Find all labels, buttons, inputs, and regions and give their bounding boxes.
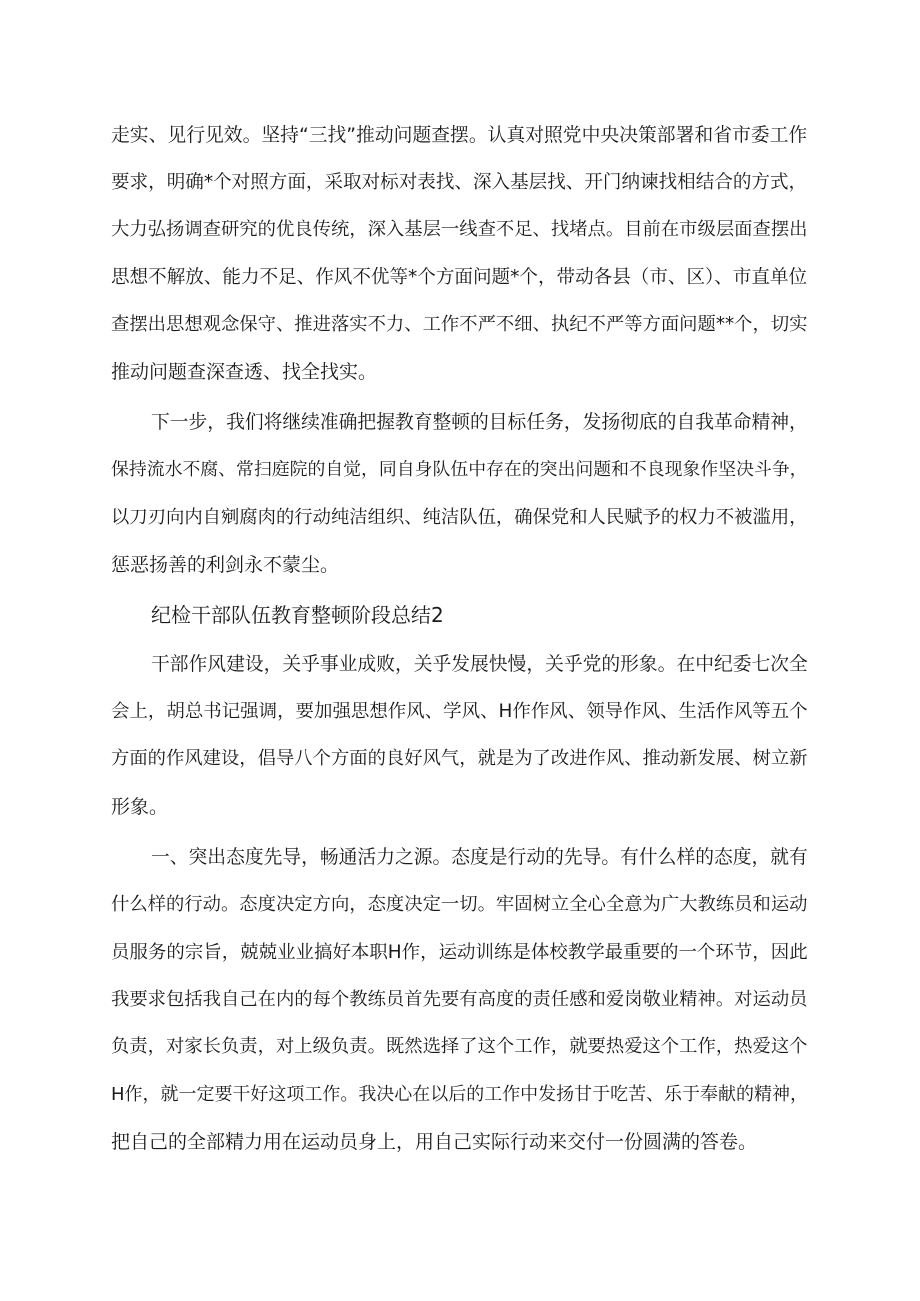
paragraph-line: 什么样的行动。态度决定方向，态度决定一切。牢固树立全心全意为广大教练员和运动 bbox=[111, 894, 808, 915]
paragraph-line: 思想不解放、能力不足、作风不优等*个方面问题*个，带动各县（市、区）、市直单位 bbox=[111, 267, 808, 288]
paragraph-line: 一、突出态度先导，畅通活力之源。态度是行动的先导。有什么样的态度，就有 bbox=[151, 847, 808, 868]
paragraph-line: 方面的作风建设，倡导八个方面的良好风气，就是为了改进作风、推动新发展、树立新 bbox=[111, 748, 808, 769]
paragraph-line: 查摆出思想观念保守、推进落实不力、工作不严不细、执纪不严等方面问题**个，切实 bbox=[111, 314, 808, 335]
paragraph-line: 走实、见行见效。坚持“三找”推动问题查摆。认真对照党中央决策部署和省市委工作 bbox=[111, 125, 808, 146]
paragraph-line: H作，就一定要干好这项工作。我决心在以后的工作中发扬甘于吃苦、乐于奉献的精神， bbox=[111, 1084, 808, 1105]
paragraph-line: 我要求包括我自己在内的每个教练员首先要有高度的责任感和爱岗敬业精神。对运动员 bbox=[111, 989, 808, 1010]
paragraph-line: 员服务的宗旨，兢兢业业搞好本职H作，运动训练是体校教学最重要的一个环节，因此 bbox=[111, 942, 808, 963]
paragraph-line: 把自己的全部精力用在运动员身上，用自己实际行动来交付一份圆满的答卷。 bbox=[111, 1131, 758, 1153]
paragraph-line: 以刀刃向内自剜腐肉的行动纯洁组织、纯洁队伍，确保党和人民赋予的权力不被滥用， bbox=[111, 507, 808, 528]
paragraph-line: 负责，对家长负责，对上级负责。既然选择了这个工作，就要热爱这个工作，热爱这个 bbox=[111, 1036, 808, 1057]
section-heading: 纪检干部队伍教育整顿阶段总结2 bbox=[151, 603, 444, 627]
paragraph-line: 干部作风建设，关乎事业成败，关乎发展快慢，关乎党的形象。在中纪委七次全 bbox=[151, 654, 808, 675]
paragraph-line: 大力弘扬调查研究的优良传统，深入基层一线查不足、找堵点。目前在市级层面查摆出 bbox=[111, 219, 808, 240]
paragraph-line: 惩恶扬善的利剑永不蒙尘。 bbox=[111, 554, 340, 576]
paragraph-line: 下一步，我们将继续准确把握教育整顿的目标任务，发扬彻底的自我革命精神， bbox=[151, 412, 808, 433]
paragraph-line: 要求，明确*个对照方面，采取对标对表找、深入基层找、开门纳谏找相结合的方式， bbox=[111, 172, 808, 193]
paragraph-line: 会上，胡总书记强调，要加强思想作风、学风、H作作风、领导作风、生活作风等五个 bbox=[111, 701, 808, 722]
paragraph-line: 保持流水不腐、常扫庭院的自觉，同自身队伍中存在的突出问题和不良现象作坚决斗争， bbox=[111, 459, 808, 480]
paragraph-line: 形象。 bbox=[111, 796, 169, 818]
paragraph-line: 推动问题查深查透、找全找实。 bbox=[111, 361, 378, 383]
